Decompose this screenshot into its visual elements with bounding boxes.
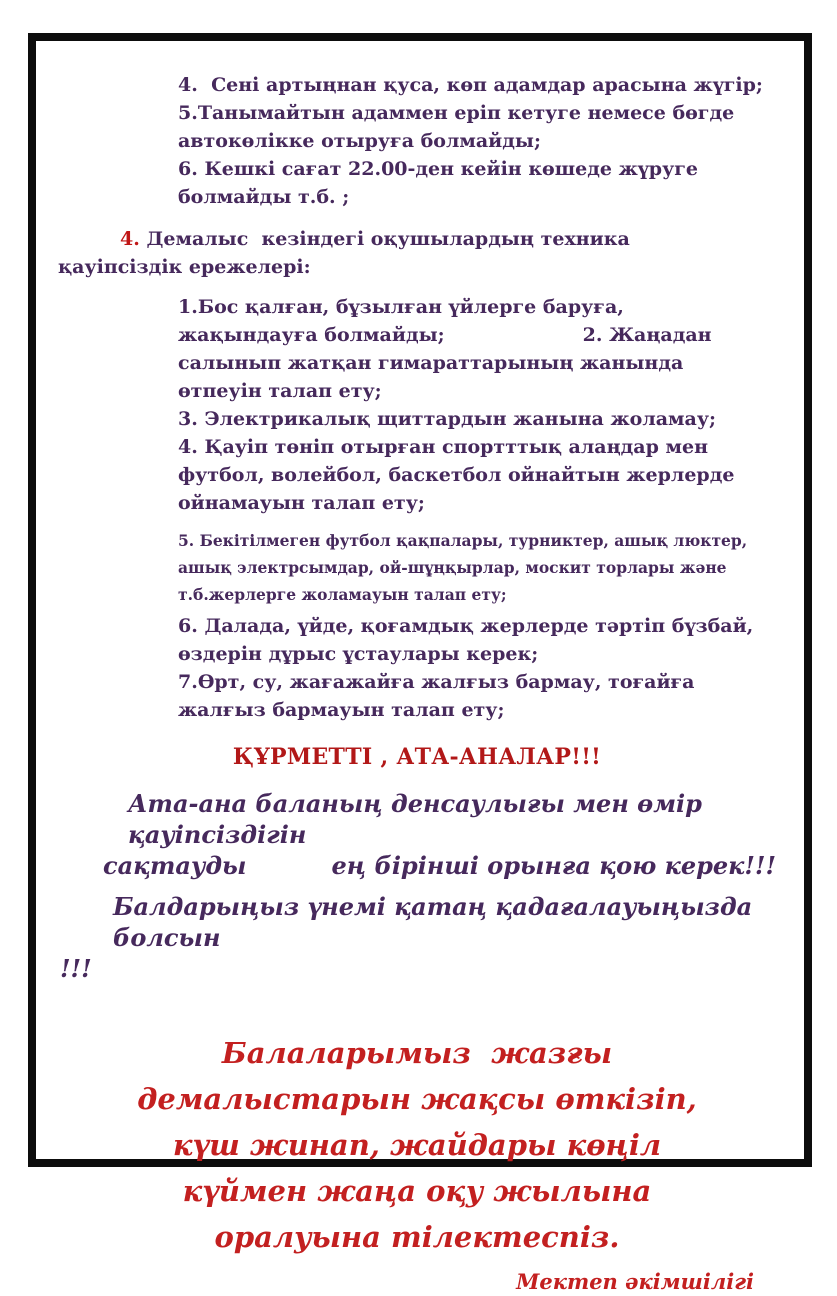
appeal-line-2-right: ең бірінші орынға қою керек!!! — [331, 851, 776, 880]
rule-top-6: 6. Кешкі сағат 22.00-ден кейін көшеде жүруге болмайды т.б. ; — [178, 158, 705, 208]
rules-list-main — [178, 293, 766, 724]
document-content — [36, 41, 804, 1296]
rule-main-7: 7.Өрт, су, жағажайға жалғыз бармау, тоғайға жалғыз бармауын талап ету; — [178, 671, 702, 721]
document-border-frame — [28, 33, 812, 1294]
school-administration-signature: Мектеп әкімшілігі — [516, 1269, 754, 1294]
section-4-title: Демалыс кезіндегі оқушылардың техника қауіпсіздік ережелері: — [58, 228, 637, 278]
appeal-line-1: Ата-ана баланың денсаулығы мен өмір қауіпсіздігін — [128, 789, 719, 849]
rule-main-3: 3. Электрикалық щиттардын жанына жоламау; — [178, 408, 717, 430]
parents-heading: ҚҰРМЕТТІ , АТА-АНАЛАР!!! — [232, 744, 602, 770]
rule-main-5: 5. Бекітілмеген футбол қақпалары, турниктер, ашық люктер, ашық электрсымдар, ой-шұңқырлар, москит торлары және т.б.жерлерге жоламауын талап ету; — [178, 531, 753, 604]
appeal-line-4: !!! — [60, 954, 92, 983]
rule-main-6: 6. Далада, үйде, қоғамдық жерлерде тәртіп бүзбай, өздерін дұрыс ұстаулары керек; — [178, 615, 760, 665]
rule-top-4: 4. Сені артыңнан қуса, көп адамдар арасына жүгір; — [178, 74, 763, 96]
rule-main-2: 2. Жаңадан салынып жатқан гимараттарының жанында өтпеуін талап ету; — [178, 324, 719, 402]
rule-main-1: 1.Бос қалған, бұзылған үйлерге баруға, жақындауға болмайды; — [178, 296, 631, 346]
rule-top-5: 5.Танымайтын адаммен еріп кетуге немесе бөгде автокөлікке отыруға болмайды; — [178, 102, 741, 152]
section-4-number: 4. — [120, 228, 140, 250]
rule-main-1-2 — [178, 293, 766, 405]
farewell-message: Балаларымыз жазғы демалыстарын жақсы өткізіп, күш жинап, жайдары көңіл күймен жаңа оқу жылына оралуына тілектеспіз. — [137, 1036, 707, 1254]
appeal-line-3: Балдарыңыз үнемі қатаң қадағалауыңызда болсын — [113, 892, 761, 952]
rule-main-4: 4. Қауіп төніп отырған спортттық алаңдар мен футбол, волейбол, баскетбол ойнайтын жерлерде ойнамауын талап ету; — [178, 436, 742, 514]
appeal-line-2 — [58, 850, 776, 881]
rules-list-top — [178, 71, 770, 211]
section-4-heading — [58, 225, 748, 281]
appeal-line-2-left: сақтауды — [103, 851, 247, 880]
